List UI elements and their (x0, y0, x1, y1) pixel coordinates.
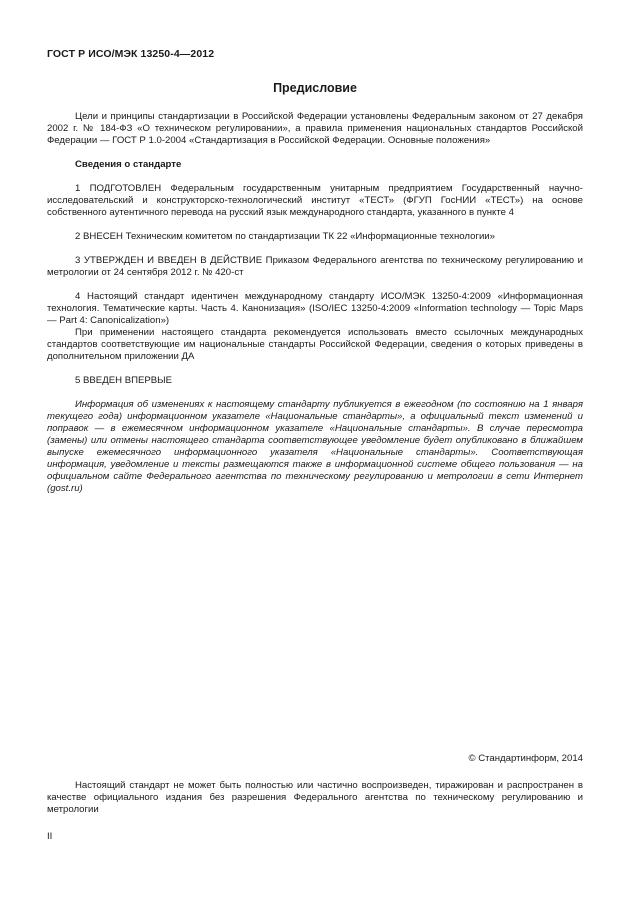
page-number: II (47, 831, 53, 842)
page-title: Предисловие (273, 81, 357, 95)
item-prepared: 1 ПОДГОТОВЛЕН Федеральным государственным унитарным предприятием Государственный научно-исследовательский и конструкторско-технологический институт «ТЕСТ» (ФГУП ГосНИИ «ТЕСТ») на основе собственного аутентичного перевода на русский язык международного стандарта, указанного в пункте 4 (47, 183, 583, 218)
info-heading: Сведения о стандарте (75, 159, 182, 170)
copyright-line: © Стандартинформ, 2014 (468, 753, 583, 764)
changes-notice: Информация об изменениях к настоящему стандарту публикуется в ежегодном (по состоянию на 1 января текущего года) информационном указателе «Национальные стандарты», а официальный текст изменений и поправок — в ежемесячном информационном указателе «Национальные стандарты». В случае пересмотра (замены) или отмены настоящего стандарта соответствующее уведомление будет опубликовано в ближайшем выпуске ежемесячного информационного указателя «Национальные стандарты». Соответствующая информация, уведомление и тексты размещаются также в информационной системе общего пользования — на официальном сайте Федерального агентства по техническому регулированию и метрологии в сети Интернет (gost.ru) (47, 399, 583, 494)
item-submitted: 2 ВНЕСЕН Техническим комитетом по стандартизации ТК 22 «Информационные технологии» (75, 231, 495, 242)
item-identical: 4 Настоящий стандарт идентичен международному стандарту ИСО/МЭК 13250-4:2009 «Информационная технология. Тематические карты. Часть 4. Канонизация» (ISO/IEC 13250-4:2009 «Information technology — Topic Maps — Part 4: Canonicalization») (47, 291, 583, 326)
item-first-introduced: 5 ВВЕДЕН ВПЕРВЫЕ (75, 375, 173, 386)
item-approved: 3 УТВЕРЖДЕН И ВВЕДЕН В ДЕЙСТВИЕ Приказом Федерального агентства по техническому регулированию и метрологии от 24 сентября 2012 г. № 420-ст (47, 255, 583, 278)
intro-paragraph: Цели и принципы стандартизации в Российской Федерации установлены Федеральным законом от 27 декабря 2002 г. № 184-ФЗ «О техническом регулировании», а правила применения национальных стандартов Российской Федерации — ГОСТ Р 1.0-2004 «Стандартизация в Российской Федерации. Основные положения» (47, 111, 583, 146)
item-identical-note: При применении настоящего стандарта рекомендуется использовать вместо ссылочных международных стандартов соответствующие им национальные стандарты Российской Федерации, сведения о которых приведены в дополнительном приложении ДА (47, 327, 583, 362)
preface-body (47, 111, 583, 495)
document-header: ГОСТ Р ИСО/МЭК 13250-4—2012 (47, 48, 215, 60)
reproduction-notice: Настоящий стандарт не может быть полностью или частично воспроизведен, тиражирован и распространен в качестве официального издания без разрешения Федерального агентства по техническому регулированию и метрологии (47, 780, 583, 815)
